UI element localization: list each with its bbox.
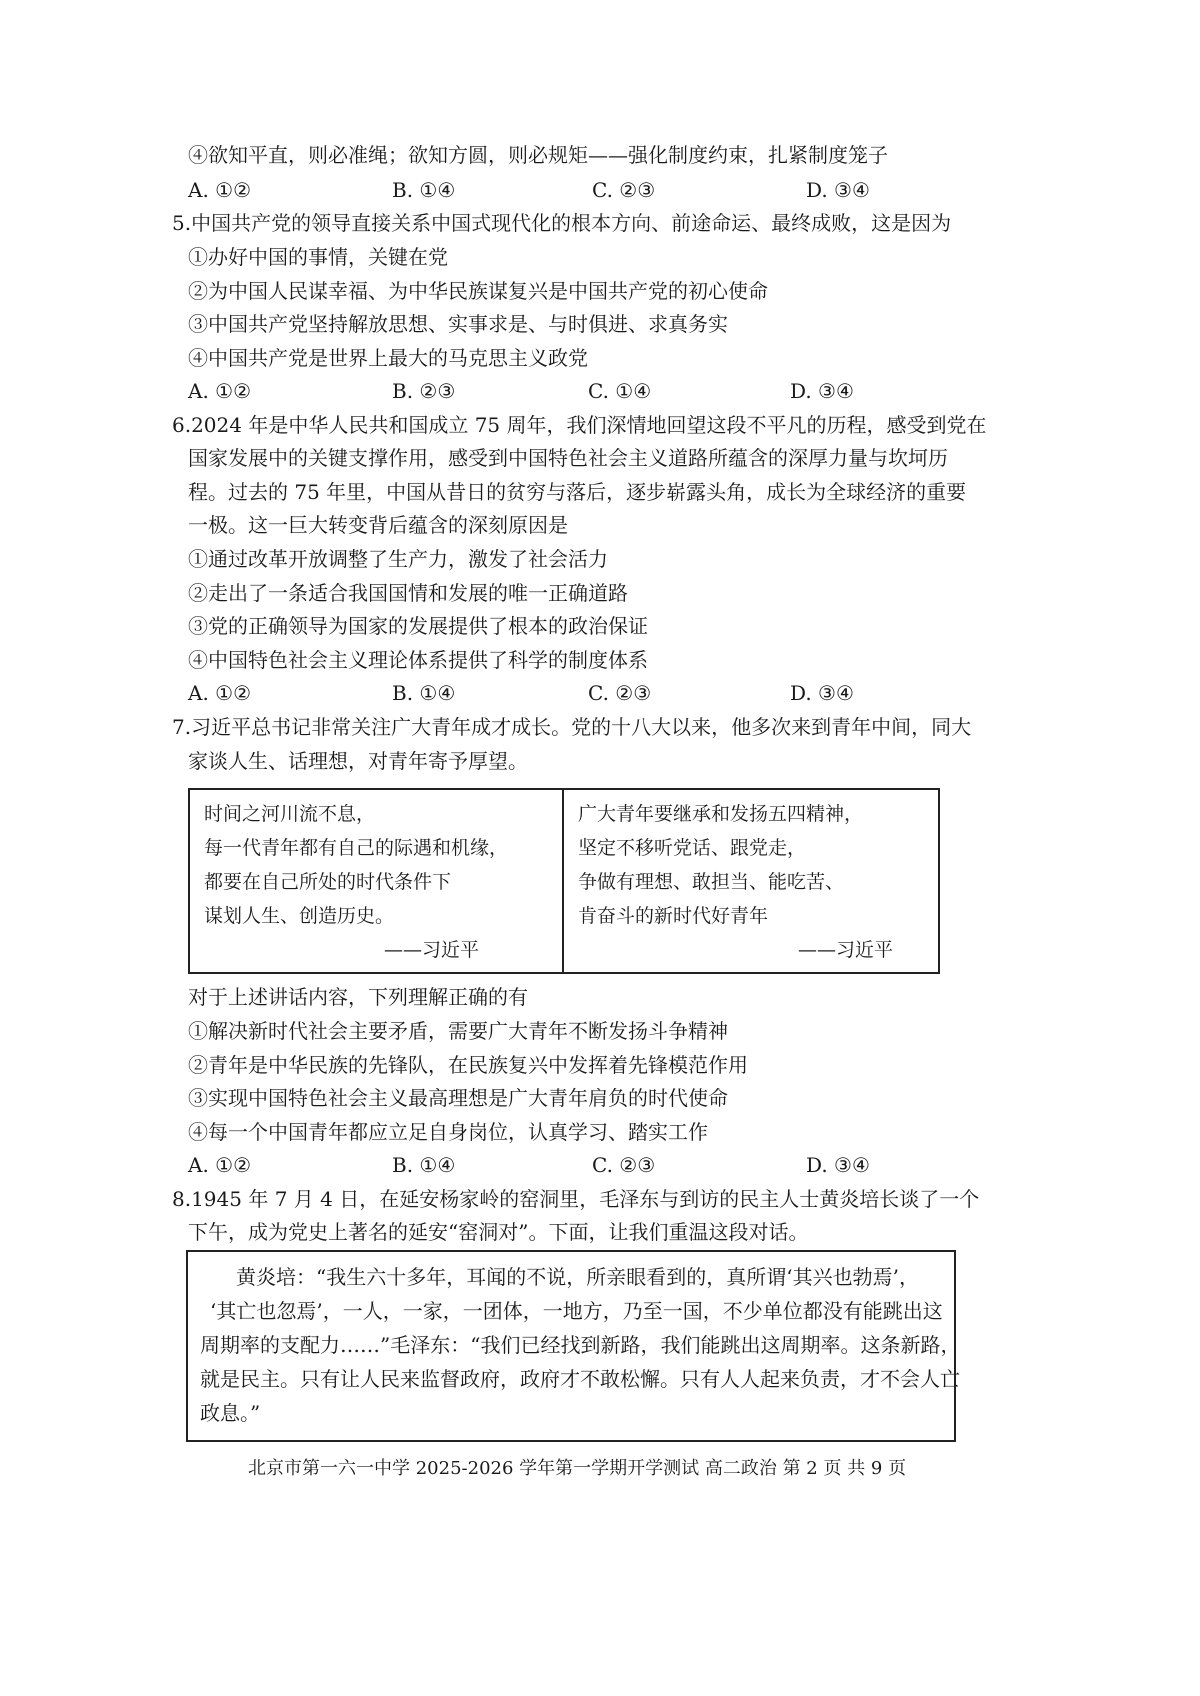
q6-stem-line-2: 国家发展中的关键支撑作用，感受到中国特色社会主义道路所蕴含的深厚力量与坎坷历: [188, 446, 948, 470]
q6-item-2: ②走出了一条适合我国国情和发展的唯一正确道路: [188, 581, 628, 605]
q5-item-4: ④中国共产党是世界上最大的马克思主义政党: [188, 346, 588, 370]
q5-option-a[interactable]: A. ①②: [188, 379, 252, 403]
q5-option-d[interactable]: D. ③④: [790, 379, 854, 403]
q8-stem-line-1: 8.1945 年 7 月 4 日，在延安杨家岭的窑洞里，毛泽东与到访的民主人士黄炎培长谈了一个: [172, 1187, 980, 1211]
quote-right-line-1: 广大青年要继承和发扬五四精神，: [578, 803, 864, 825]
q5-option-c[interactable]: C. ①④: [588, 379, 652, 403]
q7-prompt: 对于上述讲话内容，下列理解正确的有: [188, 985, 528, 1009]
q4-option-a[interactable]: A. ①②: [188, 178, 252, 202]
q7-item-2: ②青年是中华民族的先锋队，在民族复兴中发挥着先锋模范作用: [188, 1053, 748, 1077]
quote-right-author: ——习近平: [798, 939, 894, 961]
q4-option-c[interactable]: C. ②③: [592, 178, 656, 202]
q6-item-3: ③党的正确领导为国家的发展提供了根本的政治保证: [188, 614, 648, 638]
dialog-line-4: 就是民主。只有让人民来监督政府，政府才不敢松懈。只有人人起来负责，才不会人亡: [200, 1367, 960, 1391]
dialog-box: [186, 1250, 961, 1442]
quote-left-cell: [190, 790, 562, 972]
q5-stem: 5.中国共产党的领导直接关系中国式现代化的根本方向、前途命运、最终成败，这是因为: [172, 211, 952, 235]
q6-option-b[interactable]: B. ①④: [392, 681, 456, 705]
q5-item-2: ②为中国人民谋幸福、为中华民族谋复兴是中国共产党的初心使命: [188, 279, 768, 303]
q8-stem-line-2: 下午，成为党史上著名的延安“窑洞对”。下面，让我们重温这段对话。: [188, 1220, 809, 1244]
quote-left-line-4: 谋划人生、创造历史。: [204, 905, 395, 927]
q6-option-d[interactable]: D. ③④: [790, 681, 854, 705]
q6-stem-line-1: 6.2024 年是中华人民共和国成立 75 周年，我们深情地回望这段不平凡的历程，感受到党在: [172, 413, 987, 437]
quote-left-author: ——习近平: [384, 939, 480, 961]
dialog-line-5: 政息。”: [200, 1401, 261, 1425]
dialog-line-2: ‘其亡也忽焉’，一人，一家，一团体，一地方，乃至一国，不少单位都没有能跳出这: [210, 1299, 943, 1323]
q5-option-b[interactable]: B. ②③: [392, 379, 456, 403]
quote-right-line-2: 坚定不移听党话、跟党走，: [578, 837, 807, 859]
quote-left-line-3: 都要在自己所处的时代条件下: [204, 871, 452, 893]
q6-stem-line-4: 一极。这一巨大转变背后蕴含的深刻原因是: [188, 513, 568, 537]
q6-item-1: ①通过改革开放调整了生产力，激发了社会活力: [188, 547, 608, 571]
q6-item-4: ④中国特色社会主义理论体系提供了科学的制度体系: [188, 648, 648, 672]
q4-option-b[interactable]: B. ①④: [392, 178, 456, 202]
q6-option-c[interactable]: C. ②③: [588, 681, 652, 705]
q7-option-b[interactable]: B. ①④: [392, 1153, 456, 1177]
quote-right-cell: [562, 790, 938, 972]
q4-item-4: ④欲知平直，则必准绳；欲知方圆，则必规矩——强化制度约束，扎紧制度笼子: [188, 143, 888, 167]
dialog-line-1: 黄炎培：“我生六十多年，耳闻的不说，所亲眼看到的，真所谓‘其兴也勃焉’，: [236, 1265, 919, 1289]
q7-item-3: ③实现中国特色社会主义最高理想是广大青年肩负的时代使命: [188, 1086, 728, 1110]
q6-option-a[interactable]: A. ①②: [188, 681, 252, 705]
q4-option-d[interactable]: D. ③④: [806, 178, 870, 202]
q7-option-c[interactable]: C. ②③: [592, 1153, 656, 1177]
quote-left-line-2: 每一代青年都有自己的际遇和机缘，: [204, 837, 509, 859]
q7-stem-line-1: 7.习近平总书记非常关注广大青年成才成长。党的十八大以来，他多次来到青年中间，同大: [172, 715, 972, 739]
quote-table: [188, 788, 940, 974]
page-footer: 北京市第一六一中学 2025-2026 学年第一学期开学测试 高二政治 第 2 页 共 9 页: [248, 1458, 907, 1479]
dialog-line-3: 周期率的支配力……”毛泽东：“我们已经找到新路，我们能跳出这周期率。这条新路，: [200, 1333, 961, 1357]
quote-left-line-1: 时间之河川流不息，: [204, 803, 376, 825]
quote-right-line-4: 肯奋斗的新时代好青年: [578, 905, 769, 927]
q5-item-1: ①办好中国的事情，关键在党: [188, 245, 448, 269]
quote-right-line-3: 争做有理想、敢担当、能吃苦、: [578, 871, 845, 893]
q7-item-4: ④每一个中国青年都应立足自身岗位，认真学习、踏实工作: [188, 1120, 708, 1144]
q7-item-1: ①解决新时代社会主要矛盾，需要广大青年不断发扬斗争精神: [188, 1019, 728, 1043]
q6-stem-line-3: 程。过去的 75 年里，中国从昔日的贫穷与落后，逐步崭露头角，成长为全球经济的重要: [188, 480, 967, 504]
q7-stem-line-2: 家谈人生、话理想，对青年寄予厚望。: [188, 749, 528, 773]
q7-option-a[interactable]: A. ①②: [188, 1153, 252, 1177]
q7-option-d[interactable]: D. ③④: [806, 1153, 870, 1177]
q5-item-3: ③中国共产党坚持解放思想、实事求是、与时俱进、求真务实: [188, 312, 728, 336]
